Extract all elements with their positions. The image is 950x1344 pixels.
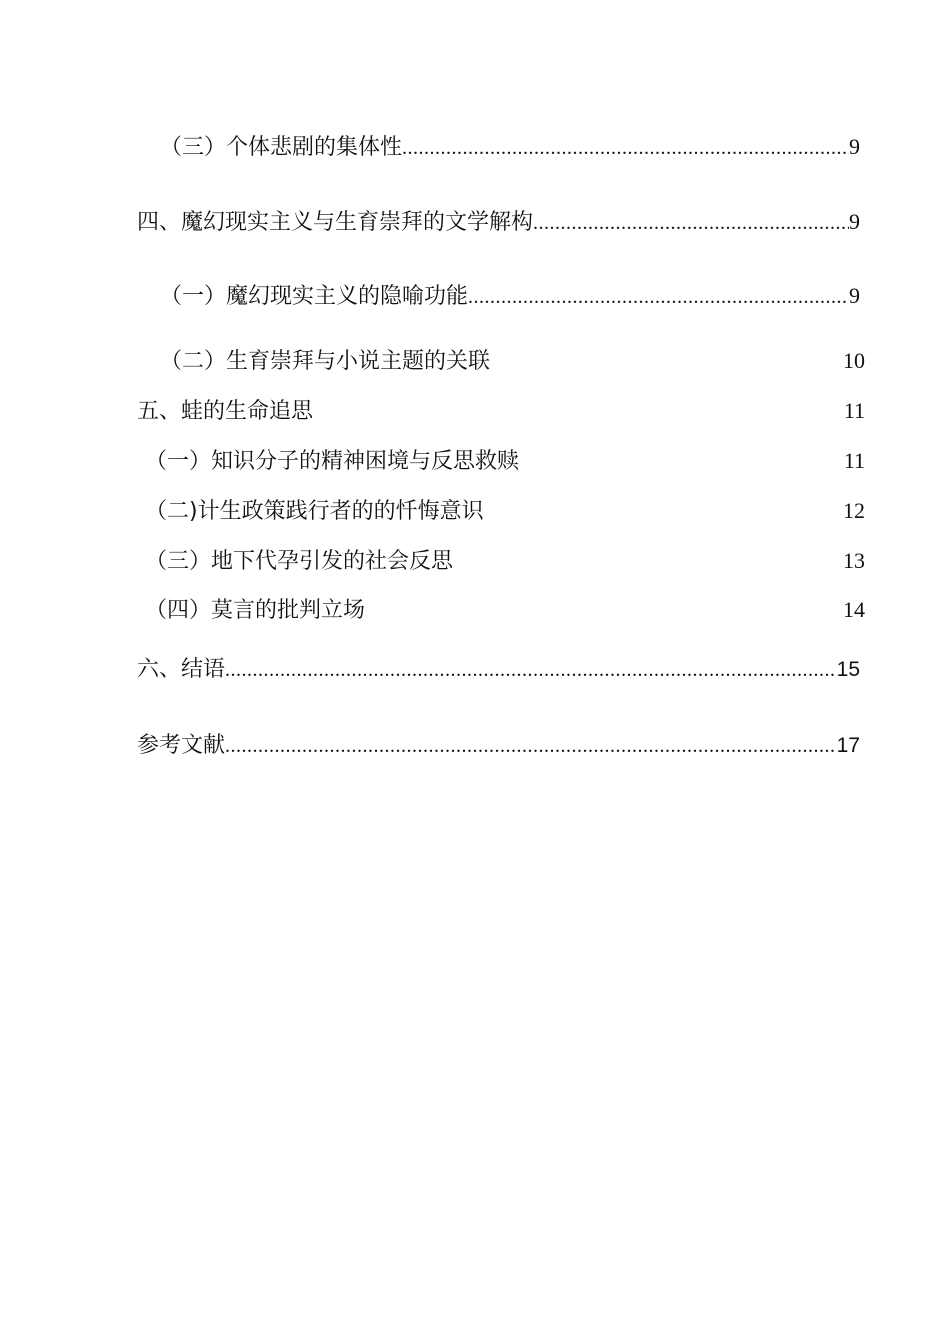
toc-entry-title: 六、结语 [137,657,226,682]
toc-entry[interactable] [160,346,865,377]
toc-dot-leader [468,282,849,312]
toc-page-number: 13 [843,548,865,573]
toc-entry-title: （四）莫言的批判立场 [145,598,366,623]
toc-entry-title: 四、魔幻现实主义与生育崇拜的文学解构 [137,210,534,235]
toc-page-number: 10 [843,348,865,373]
toc-entry-title: （二)计生政策践行者的的忏悔意识 [145,499,484,524]
toc-page-number: 9 [849,209,860,234]
toc-entry-title: 参考文献 [137,733,226,758]
toc-entry[interactable] [160,132,860,163]
toc-dot-leader [225,731,837,761]
toc-page-number: 11 [843,448,865,473]
toc-entry[interactable] [137,731,860,761]
toc-entry-title: （三）个体悲剧的集体性 [160,135,403,160]
toc-entry[interactable] [137,207,860,238]
toc-entry-title: 五、蛙的生命追思 [137,399,314,424]
toc-page-number: 17 [836,734,860,757]
toc-page-number: 9 [849,283,860,308]
toc-entry-title: （一）知识分子的精神困境与反思救赎 [145,449,520,474]
toc-entry[interactable] [137,655,860,685]
toc-entry[interactable] [145,446,865,477]
toc-dot-leader [402,133,849,163]
toc-entry[interactable] [145,496,865,527]
toc-page-number: 11 [843,398,865,423]
toc-entry[interactable] [160,281,860,312]
toc-entry[interactable] [145,546,865,577]
toc-entry-title: （三）地下代孕引发的社会反思 [145,549,454,574]
toc-page-number: 14 [843,597,865,622]
toc-entry[interactable] [137,396,865,427]
toc-dot-leader [533,208,849,238]
toc-page-number: 12 [843,498,865,523]
toc-page-number: 9 [849,134,860,159]
toc-entry[interactable] [145,595,865,626]
toc-page-number: 15 [836,658,860,681]
toc-dot-leader [225,655,837,685]
toc-entry-title: （一）魔幻现实主义的隐喻功能 [160,284,469,309]
toc-entry-title: （二）生育崇拜与小说主题的关联 [160,349,491,374]
